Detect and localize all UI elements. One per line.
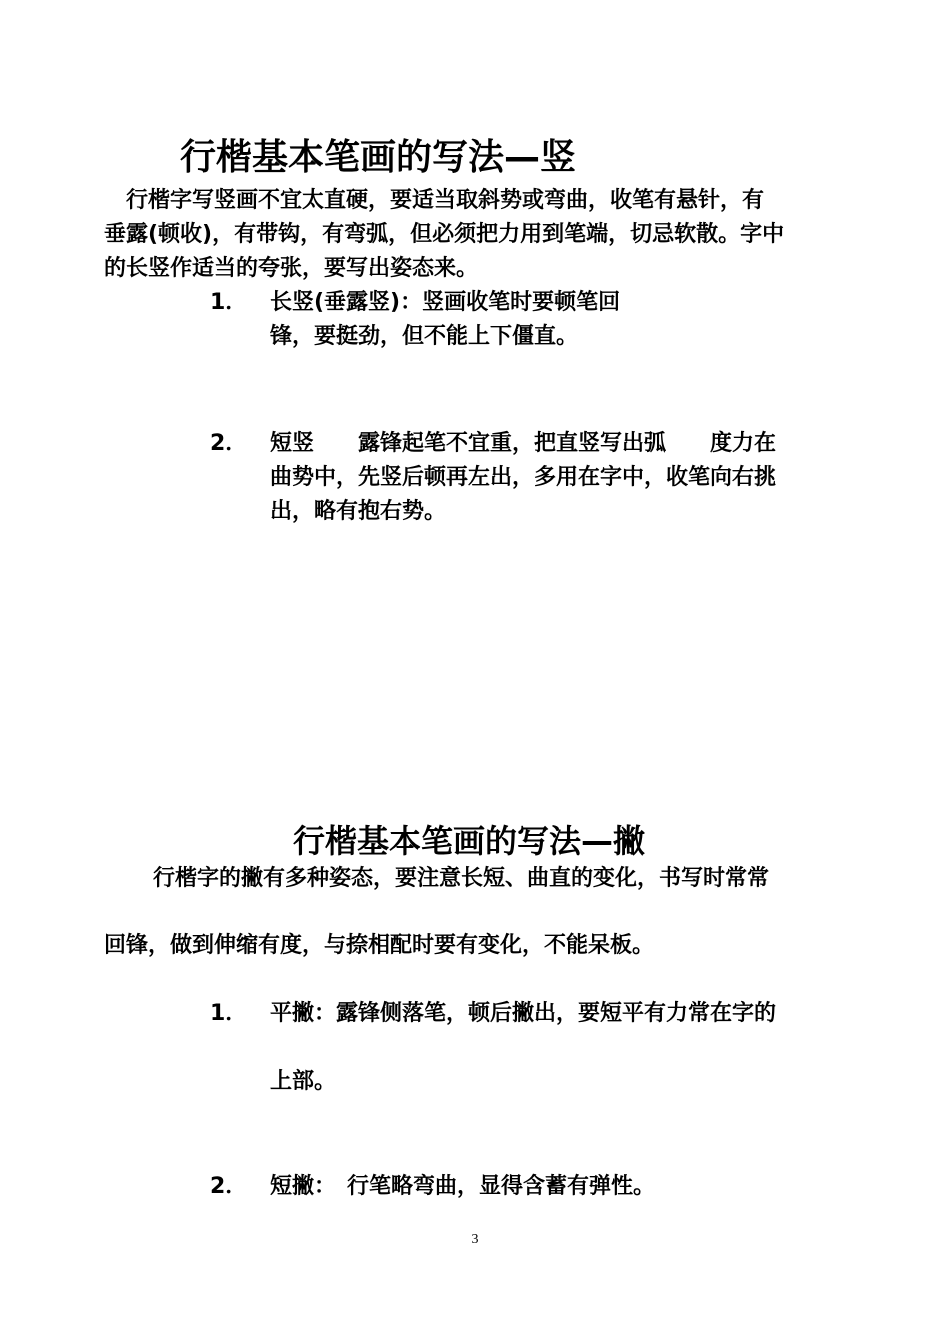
section1-intro-line: 垂露(顿收)，有带钩，有弯弧，但必须把力用到笔端，切忌软散。字中 [104, 222, 785, 247]
list-item-text: 上部。 [270, 1069, 337, 1094]
section2-title: 行楷基本笔画的写法—撇 [293, 822, 646, 860]
list-item-text: 出，略有抱右势。 [270, 499, 447, 524]
list-item-text: 曲势中，先竖后顿再左出，多用在字中，收笔向右挑 [270, 465, 777, 490]
list-item-text: 长竖(垂露竖)：竖画收笔时要顿笔回 [270, 290, 621, 315]
list-item-text: 锋，要挺劲，但不能上下僵直。 [270, 324, 579, 349]
section2-intro-line: 行楷字的撇有多种姿态，要注意长短、曲直的变化，书写时常常 [153, 866, 770, 891]
section1-intro-line: 行楷字写竖画不宜太直硬，要适当取斜势或弯曲，收笔有悬针，有 [126, 188, 765, 213]
list-item-text: 平撇：露锋侧落笔，顿后撇出，要短平有力常在字的 [270, 1001, 777, 1026]
list-item-text: 短撇： 行笔略弯曲，显得含蓄有弹性。 [270, 1174, 656, 1199]
section2-intro-line: 回锋，做到伸缩有度，与捺相配时要有变化，不能呆板。 [104, 933, 655, 958]
list-item-number: 2． [210, 431, 248, 456]
list-item-number: 1． [210, 1001, 248, 1026]
section1-intro-line: 的长竖作适当的夸张，要写出姿态来。 [104, 256, 479, 281]
page-number: 3 [471, 1232, 479, 1247]
list-item-text: 短竖 露锋起笔不宜重，把直竖写出弧 度力在 [270, 431, 777, 456]
list-item-number: 1． [210, 290, 248, 315]
list-item-number: 2． [210, 1174, 248, 1199]
section1-title: 行楷基本笔画的写法—竖 [180, 137, 577, 178]
